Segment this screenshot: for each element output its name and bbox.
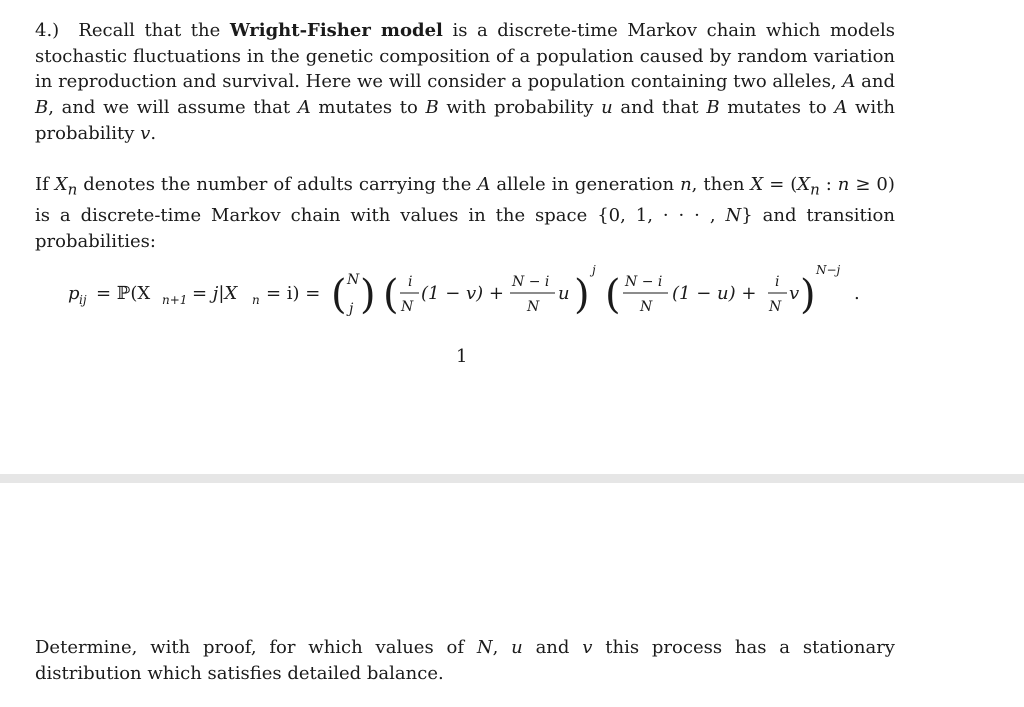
text-run: , and we will assume that (48, 97, 291, 119)
formula-mid: = j|X (192, 283, 238, 304)
binom-bottom: j (349, 301, 354, 317)
text-run: mutates to (318, 97, 418, 119)
text-run: is a discrete-time Markov chain with values in the space (35, 205, 588, 227)
math-xn: $X_n$ (54, 174, 78, 199)
formula-end: = i) = (266, 283, 321, 304)
math-u: u (601, 97, 613, 119)
text-run: denotes the number of adults carrying the (83, 174, 472, 195)
math-v: v (582, 637, 593, 658)
paren-left: ( (383, 272, 399, 318)
text-run: and (861, 71, 895, 93)
model-name: Wright-Fisher model (229, 20, 443, 41)
page-number: 1 (456, 346, 468, 367)
text-run: , then (691, 174, 745, 195)
text-run: and transition probabilities: (35, 205, 895, 252)
frac-N: N (640, 299, 653, 315)
page-two (0, 483, 1024, 707)
math-allele-a: A (842, 71, 856, 93)
sub-n-plus-1: n+1 (162, 293, 188, 307)
text-run: Determine, with proof, for which values of (35, 637, 465, 658)
text-run: If (35, 174, 49, 195)
frac-N: N (769, 299, 782, 315)
lhs-sub: ij (79, 293, 87, 307)
paren-left: ( (331, 272, 347, 318)
text-run: and (535, 637, 570, 658)
frac-N-minus-i: N − i (625, 274, 663, 290)
problem-paragraph-intro (35, 18, 895, 147)
math-state-space: {0, 1, · · · , N} (597, 205, 753, 227)
math-N: N (476, 637, 493, 658)
math-allele-b: B (425, 97, 439, 119)
paren-right: ) (800, 272, 816, 318)
page-separator (0, 474, 1024, 483)
math-u: u (511, 637, 523, 658)
formula-eq-prob: = ℙ(X (96, 283, 151, 304)
math-chain-def: $X = (X_n$ : n ≥ 0) (750, 174, 895, 199)
frac-i: i (775, 274, 780, 290)
one-minus-v: (1 − v) + (421, 283, 504, 304)
one-minus-u: (1 − u) + (672, 283, 757, 304)
math-allele-a: A (297, 97, 311, 119)
math-allele-a: A (477, 174, 491, 195)
text-run: allele in generation (496, 174, 675, 195)
problem-paragraph-task (35, 635, 895, 686)
text-run: which satisfies detailed balance. (147, 662, 444, 684)
transition-probability-formula (0, 250, 1024, 330)
problem-paragraph-chain (35, 172, 895, 255)
text-run: and that (620, 97, 699, 119)
problem-number: 4.) (35, 20, 60, 41)
paren-right: ) (574, 272, 590, 318)
text-run: . (150, 122, 157, 144)
math-allele-b: B (706, 97, 720, 119)
paren-right: ) (360, 272, 376, 318)
math-v: v (140, 122, 151, 144)
frac-N-minus-i: N − i (512, 274, 550, 290)
formula-period: . (854, 283, 860, 304)
text-run: is a discrete-time Markov chain which models stochastic fluctuations in the genetic composition of a population caused by random variation in reproduction and survival. Here we will consider a population containing two alleles, (35, 20, 896, 93)
math-allele-a: A (834, 97, 848, 119)
math-u: u (558, 283, 570, 304)
frac-N: N (527, 299, 540, 315)
math-v: v (789, 283, 800, 304)
math-n: n (680, 174, 692, 195)
exponent-N-minus-j: N−j (816, 263, 841, 277)
frac-i: i (408, 274, 413, 290)
text-run: with probability (35, 97, 895, 144)
frac-N: N (401, 299, 414, 315)
math-allele-b: B (35, 97, 49, 119)
binom-top: N (347, 272, 360, 288)
text-run: mutates to (727, 97, 827, 119)
sub-n: n (252, 293, 260, 307)
text-run: , (492, 637, 499, 658)
paren-left: ( (605, 272, 621, 318)
exponent-j: j (592, 263, 596, 277)
text-run: this process has a stationary distribution (35, 637, 895, 684)
text-run: Recall that the (78, 20, 221, 41)
lhs-p: p (68, 283, 80, 304)
text-run: with probability (446, 97, 594, 119)
